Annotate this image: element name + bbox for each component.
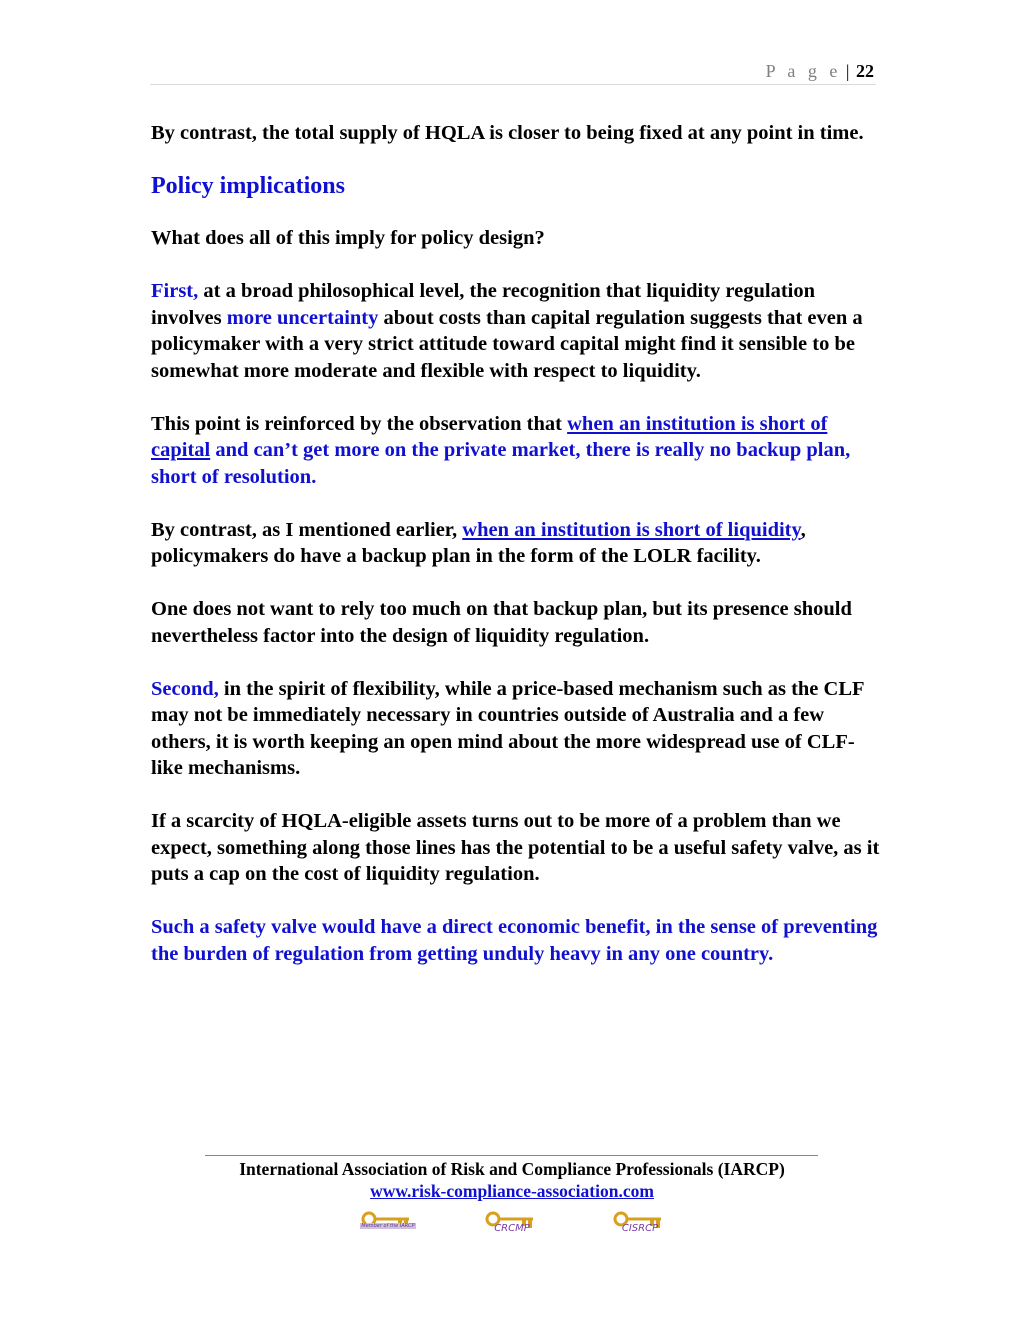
crcmp-logo[interactable]: [484, 1210, 540, 1244]
paragraph-5-text-a: By contrast, as I mentioned earlier,: [151, 518, 463, 541]
member-logo-caption: Member of the IARCP: [361, 1223, 415, 1229]
page-number: 22: [856, 61, 874, 81]
liquidity-link[interactable]: when an institution is short of liquidity: [462, 518, 801, 541]
paragraph-5: [151, 517, 881, 570]
paragraph-2: What does all of this imply for policy design?: [151, 227, 545, 249]
paragraph-5-text-b: , policymakers do have a backup plan in the form of the LOLR facility.: [151, 518, 806, 567]
member-logo[interactable]: [360, 1210, 416, 1244]
footer-divider: [205, 1155, 818, 1156]
paragraph-7-text: in the spirit of flexibility, while a price-based mechanism such as the CLF may not be immediately necessary in countries outside of Australia and a few others, it is worth keeping an open mind about the more widespread use of CLF-like mechanisms.: [151, 677, 864, 779]
footer-website-link[interactable]: www.risk-compliance-association.com: [370, 1181, 654, 1201]
page-number-label: [766, 61, 874, 82]
paragraph-8: If a scarcity of HQLA-eligible assets turns out to be more of a problem than we expect, something along those lines has the potential to be a useful safety valve, as it puts a cap on the cost of liquidity regulation.: [151, 810, 880, 885]
paragraph-6: One does not want to rely too much on that backup plan, but its presence should nevertheless factor into the design of liquidity regulation.: [151, 598, 852, 647]
paragraph-9: Such a safety valve would have a direct economic benefit, in the sense of preventing the burden of regulation from getting unduly heavy in any one country.: [151, 916, 878, 965]
section-heading: Policy implications: [151, 172, 345, 199]
paragraph-1: By contrast, the total supply of HQLA is closer to being fixed at any point in time.: [151, 122, 864, 144]
paragraph-7: [151, 676, 881, 782]
page-separator: |: [845, 61, 850, 81]
paragraph-4: [151, 411, 881, 491]
paragraph-4-text-a: This point is reinforced by the observation that: [151, 412, 568, 435]
page-word: P a g e: [765, 61, 842, 81]
paragraph-4-text-b: and can’t get more on the private market, there is really no backup plan, short of resolution.: [151, 439, 851, 488]
cisrcp-logo-caption: CISRCP: [621, 1223, 659, 1234]
paragraph-3-emphasis: more uncertainty: [226, 306, 379, 329]
paragraph-3-text-a: at a broad philosophical level, the recognition that liquidity regulation involves: [151, 280, 816, 329]
paragraph-7-lead: Second,: [151, 677, 219, 700]
paragraph-3: [151, 278, 881, 384]
crcmp-logo-caption: CRCMP: [494, 1223, 530, 1234]
document-body: [151, 120, 881, 967]
cisrcp-logo[interactable]: [612, 1210, 668, 1244]
page-header: [150, 58, 876, 85]
paragraph-3-text-b: about costs than capital regulation suggests that even a policymaker with a very strict attitude toward capital might find it sensible to be somewhat more moderate and flexible with respect to liquidity.: [151, 306, 863, 382]
capital-link[interactable]: when an institution is short of capital: [151, 412, 828, 461]
paragraph-3-lead: First,: [151, 280, 199, 302]
footer-organization: International Association of Risk and Compliance Professionals (IARCP): [239, 1159, 785, 1179]
